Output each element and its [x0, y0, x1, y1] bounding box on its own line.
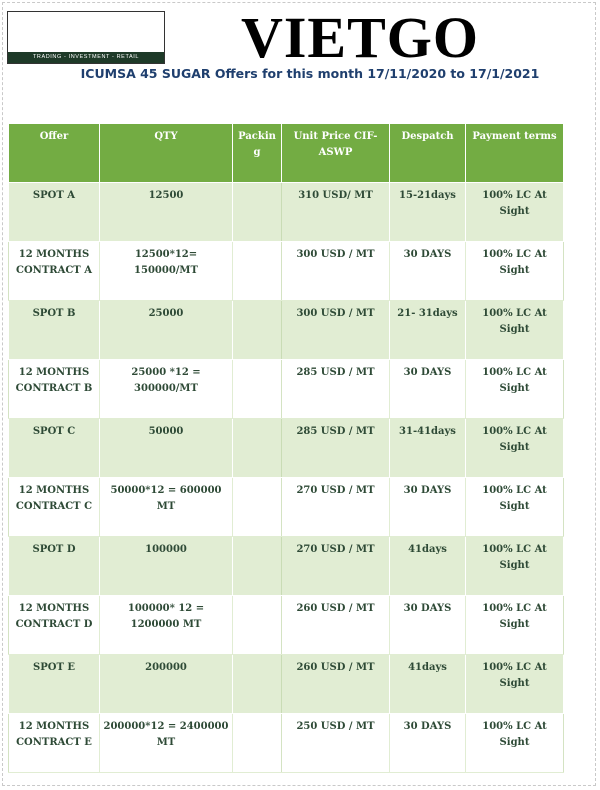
cell-qty: 25000	[100, 301, 233, 360]
cell-despatch: 41days	[390, 655, 466, 714]
cell-offer: SPOT B	[9, 301, 100, 360]
cell-offer: 12 MONTHS CONTRACT B	[9, 360, 100, 419]
cell-qty: 200000*12 = 2400000 MT	[100, 714, 233, 773]
table-row	[9, 537, 564, 596]
cell-despatch: 30 DAYS	[390, 714, 466, 773]
cell-packing	[233, 714, 282, 773]
cell-packing	[233, 360, 282, 419]
cell-qty: 100000	[100, 537, 233, 596]
cell-offer: SPOT E	[9, 655, 100, 714]
cell-payment-terms: 100% LC At Sight	[466, 183, 564, 242]
cell-offer: 12 MONTHS CONTRACT A	[9, 242, 100, 301]
cell-offer: SPOT A	[9, 183, 100, 242]
cell-packing	[233, 419, 282, 478]
cell-despatch: 30 DAYS	[390, 360, 466, 419]
cell-payment-terms: 100% LC At Sight	[466, 714, 564, 773]
cell-offer: 12 MONTHS CONTRACT D	[9, 596, 100, 655]
cell-payment-terms: 100% LC At Sight	[466, 537, 564, 596]
table-row	[9, 596, 564, 655]
cell-unit-price: 300 USD / MT	[282, 301, 390, 360]
header-payment-terms: Payment terms	[466, 124, 564, 183]
table-row	[9, 360, 564, 419]
cell-despatch: 30 DAYS	[390, 242, 466, 301]
cell-payment-terms: 100% LC At Sight	[466, 478, 564, 537]
table-row	[9, 301, 564, 360]
cell-despatch: 15-21days	[390, 183, 466, 242]
cell-packing	[233, 537, 282, 596]
cell-unit-price: 270 USD / MT	[282, 537, 390, 596]
cell-payment-terms: 100% LC At Sight	[466, 655, 564, 714]
cell-packing	[233, 183, 282, 242]
table-header-row	[9, 124, 564, 183]
cell-qty: 50000*12 = 600000 MT	[100, 478, 233, 537]
cell-payment-terms: 100% LC At Sight	[466, 419, 564, 478]
cell-packing	[233, 655, 282, 714]
header-offer: Offer	[9, 124, 100, 183]
cell-despatch: 30 DAYS	[390, 596, 466, 655]
table-row	[9, 183, 564, 242]
table-row	[9, 714, 564, 773]
cell-despatch: 30 DAYS	[390, 478, 466, 537]
cell-packing	[233, 478, 282, 537]
cell-offer: SPOT D	[9, 537, 100, 596]
cell-qty: 50000	[100, 419, 233, 478]
cell-despatch: 31-41days	[390, 419, 466, 478]
header-packing: Packin g	[233, 124, 282, 183]
cell-offer: 12 MONTHS CONTRACT E	[9, 714, 100, 773]
cell-packing	[233, 242, 282, 301]
cell-qty: 12500*12= 150000/MT	[100, 242, 233, 301]
cell-unit-price: 270 USD / MT	[282, 478, 390, 537]
table-row	[9, 242, 564, 301]
cell-packing	[233, 596, 282, 655]
cell-payment-terms: 100% LC At Sight	[466, 360, 564, 419]
cell-unit-price: 300 USD / MT	[282, 242, 390, 301]
cell-unit-price: 285 USD / MT	[282, 419, 390, 478]
cell-qty: 200000	[100, 655, 233, 714]
cell-payment-terms: 100% LC At Sight	[466, 596, 564, 655]
offer-title: ICUMSA 45 SUGAR Offers for this month 17/11/2020 to 17/1/2021	[80, 66, 540, 81]
cell-unit-price: 260 USD / MT	[282, 596, 390, 655]
header-despatch: Despatch	[390, 124, 466, 183]
table-row	[9, 655, 564, 714]
cell-offer: 12 MONTHS CONTRACT C	[9, 478, 100, 537]
cell-unit-price: 260 USD / MT	[282, 655, 390, 714]
company-logo	[7, 11, 165, 64]
logo-tagline: TRADING - INVESTMENT - RETAIL	[8, 52, 164, 63]
header-qty: QTY	[100, 124, 233, 183]
cell-qty: 100000* 12 = 1200000 MT	[100, 596, 233, 655]
cell-offer: SPOT C	[9, 419, 100, 478]
offers-table	[8, 123, 564, 773]
cell-unit-price: 285 USD / MT	[282, 360, 390, 419]
cell-despatch: 41days	[390, 537, 466, 596]
cell-packing	[233, 301, 282, 360]
cell-payment-terms: 100% LC At Sight	[466, 301, 564, 360]
cell-qty: 25000 *12 = 300000/MT	[100, 360, 233, 419]
table-row	[9, 478, 564, 537]
cell-payment-terms: 100% LC At Sight	[466, 242, 564, 301]
cell-unit-price: 250 USD / MT	[282, 714, 390, 773]
brand-title: VIETGO	[240, 5, 480, 70]
table-row	[9, 419, 564, 478]
cell-despatch: 21- 31days	[390, 301, 466, 360]
header-unit-price: Unit Price CIF- ASWP	[282, 124, 390, 183]
cell-unit-price: 310 USD/ MT	[282, 183, 390, 242]
cell-qty: 12500	[100, 183, 233, 242]
